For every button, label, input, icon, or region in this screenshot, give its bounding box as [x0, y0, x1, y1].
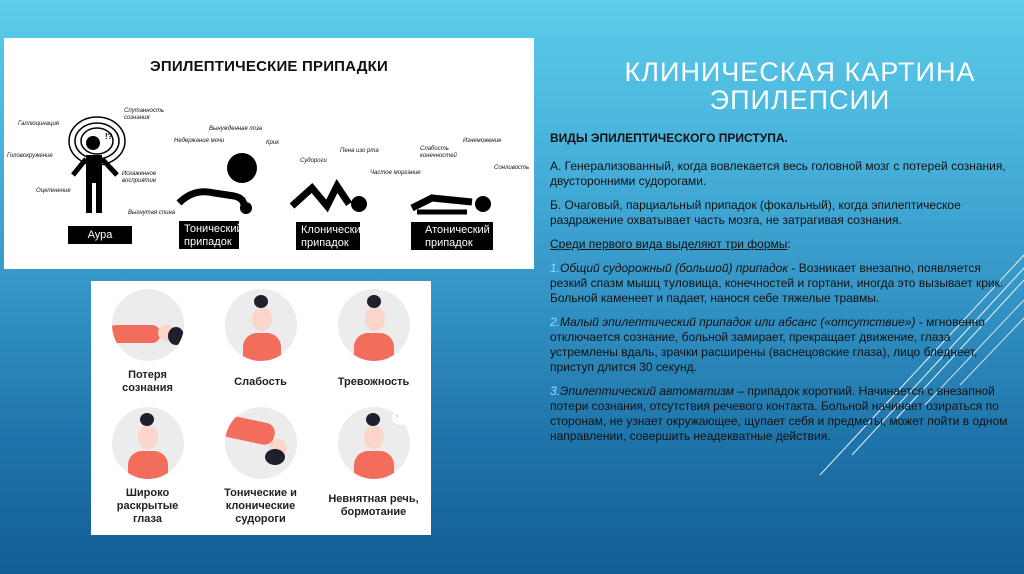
paragraph-focal: Б. Очаговый, парциальный припадок (фокальный), когда эпилептическое раздражение охватывает часть мозга, не затрагивая сознания. [550, 198, 961, 227]
annotation-convulsions: Судороги [300, 158, 327, 164]
clonic-seizure-figure-icon [287, 176, 372, 216]
phase-label-tonic: Тонический припадок [179, 221, 239, 249]
symptoms-panel [91, 281, 431, 535]
slide-title: КЛИНИЧЕСКАЯ КАРТИНА ЭПИЛЕПСИИ [624, 57, 976, 115]
forms-intro: Среди первого вида выделяют три формы: [550, 237, 791, 251]
annotation-foaming: Пена изо рта [340, 148, 379, 154]
symptom-anxiety: Тревожность [317, 289, 430, 389]
mumbling-person-icon: ••• [338, 407, 410, 479]
form-item-2: 2.Малый эпилептический припадок или абсанс («отсутствие») - мгновенно отключается сознание, больной замирает, прекращает движение, глаза устремлены вдаль, зрачки расширены (васнецовские глаза), лицо бледнеет, приступ длится 30 секунд. [550, 315, 985, 374]
symptom-loss-of-consciousness: Потеря сознания [91, 289, 204, 395]
symptom-slurred-speech: ••• Невнятная речь, бормотание [317, 407, 430, 519]
seizure-types-diagram [4, 38, 534, 269]
annotation-hallucination: Галлюцинация [18, 121, 59, 127]
paragraph-generalized: А. Генерализованный, когда вовлекается весь головной мозг с потерей сознания, двусторонними судорогами. [550, 159, 1006, 188]
annotation-arched-back: Выгнутая спина [128, 210, 176, 216]
annotation-dizziness: Головокружение [7, 153, 53, 159]
section-heading: ВИДЫ ЭПИЛЕПТИЧЕСКОГО ПРИСТУПА. [550, 131, 788, 145]
slide-body [550, 131, 1010, 453]
annotation-distorted-perception: Искаженное восприятие [122, 171, 157, 184]
annotation-forced-posture: Вынужденная поза [209, 126, 263, 132]
annotation-numbness: Оцепенение [36, 188, 71, 194]
form-item-3: 3.Эпилептический автоматизм – припадок короткий. Начинается с внезапной потери сознания, отсутствия речевого контакта. Больной начинает озираться по сторонам, не узнает окружающее, щупает себя и предметы, может пойти в одном направлении, совершить неадекватные действия. [550, 384, 1008, 443]
convulsing-person-icon [225, 407, 297, 479]
lying-person-icon [112, 289, 184, 361]
annotation-exhaustion: Изнеможение [463, 138, 502, 144]
anxious-person-icon [338, 289, 410, 361]
form-item-1: 1.Общий судорожный (большой) припадок - Возникает внезапно, появляется резкий спазм мышц туловища, конечностей и гортани, иногда это вызывает крик. Больной каменеет и падает, нанося себе тяжелые травмы. [550, 261, 1004, 305]
annotation-scream: Крик [266, 140, 280, 146]
wide-eyes-person-icon [112, 407, 184, 479]
annotation-drowsiness: Сонливость [494, 165, 530, 171]
symptom-tonic-clonic-convulsions: Тонические и клонические судороги [204, 407, 317, 526]
annotation-frequent-blinking: Частое моргание [370, 170, 421, 176]
annotation-confusion: Спутанность сознания [124, 108, 164, 121]
symptom-wide-open-eyes: Широко раскрытые глаза [91, 407, 204, 526]
diagram-title: ЭПИЛЕПТИЧЕСКИЕ ПРИПАДКИ [150, 58, 388, 75]
annotation-limb-weakness: Слабость конечностей [420, 146, 457, 159]
svg-text:!?: !? [105, 132, 113, 141]
phase-label-atonic: Атонический припадок [411, 222, 493, 250]
phase-label-clonic: Клонический припадок [296, 222, 360, 250]
annotation-incontinence: Недержание мочи [174, 138, 225, 144]
weak-person-icon [225, 289, 297, 361]
phase-label-aura: Аура [68, 226, 132, 244]
symptom-weakness: Слабость [204, 289, 317, 389]
tonic-seizure-figure-icon [174, 148, 264, 218]
atonic-seizure-figure-icon [407, 190, 497, 220]
